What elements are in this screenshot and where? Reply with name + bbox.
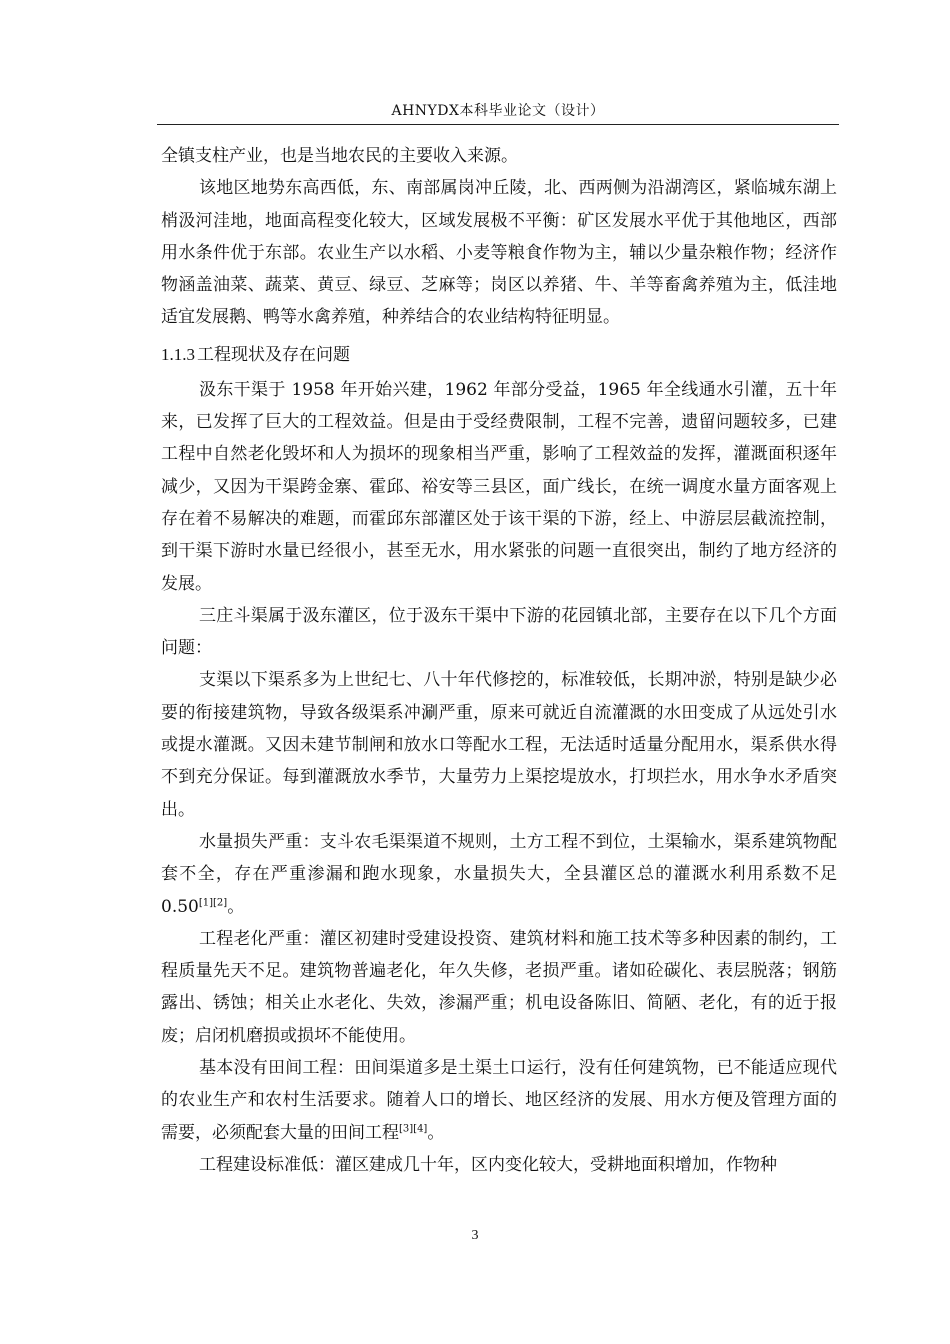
running-header: AHNYDX本科毕业论文（设计） xyxy=(391,103,605,119)
header-divider xyxy=(157,124,839,125)
paragraph-sanzhuang-intro: 三庄斗渠属于汲东灌区，位于汲东干渠中下游的花园镇北部，主要存在以下几个方面问题： xyxy=(161,605,837,659)
citation-3-4: [3][4] xyxy=(399,1122,428,1134)
water-loss-text: 水量损失严重：支斗农毛渠渠道不规则，土方工程不到位，土渠输水，渠系建筑物配套不全，存在严重渗漏和跑水现象，水量损失大，全县灌区总的灌溉水利用系数不足 0.50 xyxy=(161,831,837,917)
water-loss-end: 。 xyxy=(227,896,245,917)
paragraph-continuation: 全镇支柱产业，也是当地农民的主要收入来源。 xyxy=(161,146,518,166)
page-number: 3 xyxy=(471,1228,479,1243)
section-title: 工程现状及存在问题 xyxy=(197,344,350,365)
paragraph-field-works xyxy=(161,1052,837,1149)
field-works-end: 。 xyxy=(427,1122,445,1143)
section-heading xyxy=(161,340,837,370)
paragraph-aging: 工程老化严重：灌区初建时受建设投资、建筑材料和施工技术等多种因素的制约，工程质量先天不足。建筑物普遍老化，年久失修，老损严重。诸如砼碳化、表层脱落；钢筋露出、锈蚀；相关止水老化、失效，渗漏严重；机电设备陈旧、简陋、老化，有的近于报废；启闭机磨损或损坏不能使用。 xyxy=(161,928,837,1046)
field-works-text: 基本没有田间工程：田间渠道多是土渠土口运行，没有任何建筑物，已不能适应现代的农业生产和农村生活要求。随着人口的增长、地区经济的发展、用水方便及管理方面的需要，必须配套大量的田间工程 xyxy=(161,1058,837,1143)
paragraph-terrain: 该地区地势东高西低，东、南部属岗冲丘陵，北、西两侧为沿湖湾区，紧临城东湖上梢汲河洼地，地面高程变化较大，区域发展极不平衡：矿区发展水平优于其他地区，西部用水条件优于东部。农业生产以水稻、小麦等粮食作物为主，辅以少量杂粮作物；经济作物涵盖油菜、蔬菜、黄豆、绿豆、芝麻等；岗区以养猪、牛、羊等畜禽养殖为主，低洼地适宜发展鹅、鸭等水禽养殖，种养结合的农业结构特征明显。 xyxy=(161,178,837,328)
paragraph-water-loss xyxy=(161,826,837,923)
body-text xyxy=(161,140,837,1181)
paragraph-channel-system: 支渠以下渠系多为上世纪七、八十年代修挖的，标准较低，长期冲淤，特别是缺少必要的衔接建筑物，导致各级渠系冲涮严重，原来可就近自流灌溉的水田变成了从远处引水或提水灌溉。又因未建节制闸和放水口等配水工程，无法适时适量分配用水，渠系供水得不到充分保证。每到灌溉放水季节，大量劳力上渠挖堤放水，打坝拦水，用水争水矛盾突出。 xyxy=(161,670,837,820)
paragraph-canal-history: 汲东干渠于 1958 年开始兴建，1962 年部分受益，1965 年全线通水引灌，五十年来，已发挥了巨大的工程效益。但是由于受经费限制，工程不完善，遗留问题较多，已建工程中自然老化毁坏和人为损坏的现象相当严重，影响了工程效益的发挥，灌溉面积逐年减少，又因为干渠跨金寨、霍邱、裕安等三县区，面广线长，在统一调度水量方面客观上存在着不易解决的难题，而霍邱东部灌区处于该干渠的下游，经上、中游层层截流控制，到干渠下游时水量已经很小，甚至无水，用水紧张的问题一直很突出，制约了地方经济的发展。 xyxy=(161,379,837,594)
paragraph-standards: 工程建设标准低：灌区建成几十年，区内变化较大，受耕地面积增加，作物种 xyxy=(199,1154,777,1175)
section-number: 1.1.3 xyxy=(161,344,195,364)
citation-1-2: [1][2] xyxy=(198,896,228,908)
